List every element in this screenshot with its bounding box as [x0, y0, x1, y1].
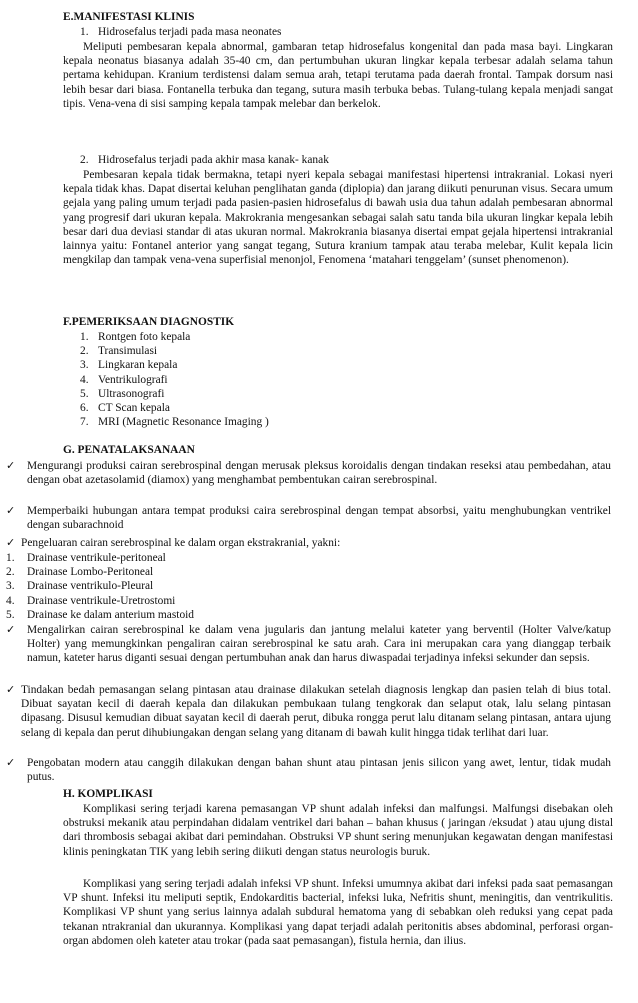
checklist-item: ✓ Pengobatan modern atau canggih dilakukan dengan bahan shunt atau pintasan jenis silicon yang awet, lentur, tidak mudah putus. [6, 756, 611, 784]
list-item: 7. MRI (Magnetic Resonance Imaging ) [80, 416, 269, 429]
list-item: 2. Transimulasi [80, 345, 158, 358]
paragraph-komplikasi-1: Komplikasi sering terjadi karena pemasangan VP shunt adalah infeksi dan malfungsi. Malfungsi disebakan oleh obstruksi mekanik atau perpindahan didalam ventrikel dari bahan – bahan khusus ( jaringan /eksudat ) atau ujung distal dari thrombosis sebagai akibat dari pemindahan. Obstruksi VP shunt sering menunjukan kegawatan dengan manifestasi klinis peningkatan TIK yang lebih sering diikuti dengan status neurologis buruk. [63, 803, 613, 858]
check-icon: ✓ [6, 536, 16, 549]
list-item: 1. Drainase ventrikule-peritoneal [6, 552, 166, 564]
sub2-number: 2. [80, 154, 89, 166]
list-item: 4. Ventrikulografi [80, 373, 168, 386]
list-item: 6. CT Scan kepala [80, 401, 170, 414]
drainase-list [6, 551, 194, 622]
sub1-number: 1. [80, 26, 89, 38]
check-icon: ✓ [6, 623, 16, 636]
heading-penatalaksanaan: G. PENATALAKSANAAN [63, 444, 195, 456]
diagnostic-list [80, 330, 269, 429]
subheading-neonates [80, 25, 281, 39]
check-icon: ✓ [6, 756, 16, 769]
check-icon: ✓ [6, 459, 16, 472]
list-item: 4. Drainase ventrikule-Uretrostomi [6, 594, 176, 607]
checklist-item: ✓ Mengurangi produksi cairan serebrospinal dengan merusak pleksus koroidalis dengan tindakan reseksi atau pembedahan, atau dengan obat azetasolamid (diamox) yang menghambat pembentukan cairan serebrospinal. [6, 459, 611, 487]
heading-manifestasi-klinis: E.MANIFESTASI KLINIS [63, 11, 195, 23]
sub1-title: Hidrosefalus terjadi pada masa neonates [98, 26, 282, 38]
checklist-item: ✓ Mengalirkan cairan serebrospinal ke dalam vena jugularis dan jantung melalui kateter yang berventil (Holter Valve/katup Holter) yang memungkinkan pengaliran cairan serebrospinal ke satu arah. Cara ini merupakan cara yang dianggap terbaik namun, kateter harus diganti sesuai dengan pertumbuhan anak dan harus diwaspadai terjadinya infeksi sekunder dan sepsis. [6, 623, 611, 665]
paragraph-komplikasi-2: Komplikasi yang sering terjadi adalah infeksi VP shunt. Infeksi umumnya akibat dari infeksi pada saat pemasangan VP shunt. Infeksi itu meliputi septik, Endokarditis bacterial, infeksi luka, Nefritis shunt, meningitis, dan ventrikulitis. Komplikasi VP shunt yang serius lainnya adalah subdural hematoma yang di sebabkan oleh reduksi yang cepat pada tekanan ntrakranial dan ukurannya. Komplikasi yang dapat terjadi adalah peritonitis abses abdominal, perforasi organ-organ abdomen oleh kateter atau trokar (pada saat pemasangan), fistula hernia, dan ilius. [63, 878, 613, 947]
checklist-item: ✓ Tindakan bedah pemasangan selang pintasan atau drainase dilakukan setelah diagnosis lengkap dan pasien telah di bius total. Dibuat sayatan kecil di daerah kepala dan dilakukan pembukaan tulang tengkorak dan selaput otak, lalu selang pintasan dipasang. Disusul kemudian dibuat sayatan kecil di daerah perut, dibuka rongga perut lalu ditanam selang pintasan, antara ujung selang di kepala dan perut dihubiungakan dengan selang yang ditanam di bawah kulit hingga tidak terlihat dari luar. [6, 683, 611, 739]
sub2-title: Hidrosefalus terjadi pada akhir masa kanak- kanak [98, 154, 329, 166]
check-icon: ✓ [6, 683, 16, 696]
paragraph-neonates: Meliputi pembesaran kepala abnormal, gambaran tetap hidrosefalus kongenital dan pada masa bayi. Lingkaran kepala neonatus biasanya adalah 35-40 cm, dan pertumbuhan ukuran lingkar kepala terbesar adalah selama tahun pertama kehidupan. Kranium terdistensi dalam semua arah, tetapi terutama pada daerah frontal. Tampak dorsum nasi lebih besar dari biasa. Fontanella terbuka dan tegang, sutura masih terbuka bebas. Tulang-tulang kepala menjadi sangat tipis. Vena-vena di sisi samping kepala tampak melebar dan berkelok. [63, 41, 613, 110]
checklist-item: ✓ Pengeluaran cairan serebrospinal ke dalam organ ekstrakranial, yakni: [6, 536, 341, 549]
check-icon: ✓ [6, 504, 16, 517]
list-item: 2. Drainase Lombo-Peritoneal [6, 566, 154, 579]
list-item: 5. Drainase ke dalam anterium mastoid [6, 608, 195, 621]
list-item: 1. Rontgen foto kepala [80, 331, 191, 343]
heading-pemeriksaan-diagnostik: F.PEMERIKSAAN DIAGNOSTIK [63, 316, 235, 328]
checklist-item: ✓ Memperbaiki hubungan antara tempat produksi caira serebrospinal dengan tempat absorbsi, yaitu menghubungkan ventrikel dengan subarachnoid [6, 504, 611, 532]
paragraph-kanak-kanak: Pembesaran kepala tidak bermakna, tetapi nyeri kepala sebagai manifestasi hipertensi intrakranial. Lokasi nyeri kepala tidak khas. Dapat disertai keluhan penglihatan ganda (diplopia) dan jarang diikuti penurunan visus. Secara umum gejala yang paling umum terjadi pada pasien-pasien hidrosefalus di bawah usia dua tahun adalah pembesaran abnormal yang progresif dari ukuran kepala. Makrokrania mengesankan sebagai salah satu tanda bila ukuran lingkar kepala lebih besar dari dua deviasi standar di atas ukuran normal. Makrokrania biasanya disertai empat gejala hipertensi intrakranial lainnya yaitu: Fontanel anterior yang sangat tegang, Sutura kranium tampak atau teraba melebar, Kulit kepala licin mengkilap dan tampak vena-vena superfisial menonjol, Fenomena ‘matahari tenggelam’ (sunset phenomenon). [63, 169, 613, 267]
subheading-kanak-kanak [80, 153, 329, 167]
list-item: 3. Lingkaran kepala [80, 359, 178, 372]
list-item: 5. Ultrasonografi [80, 387, 165, 400]
heading-komplikasi: H. KOMPLIKASI [63, 788, 153, 800]
list-item: 3. Drainase ventrikulo-Pleural [6, 580, 154, 593]
